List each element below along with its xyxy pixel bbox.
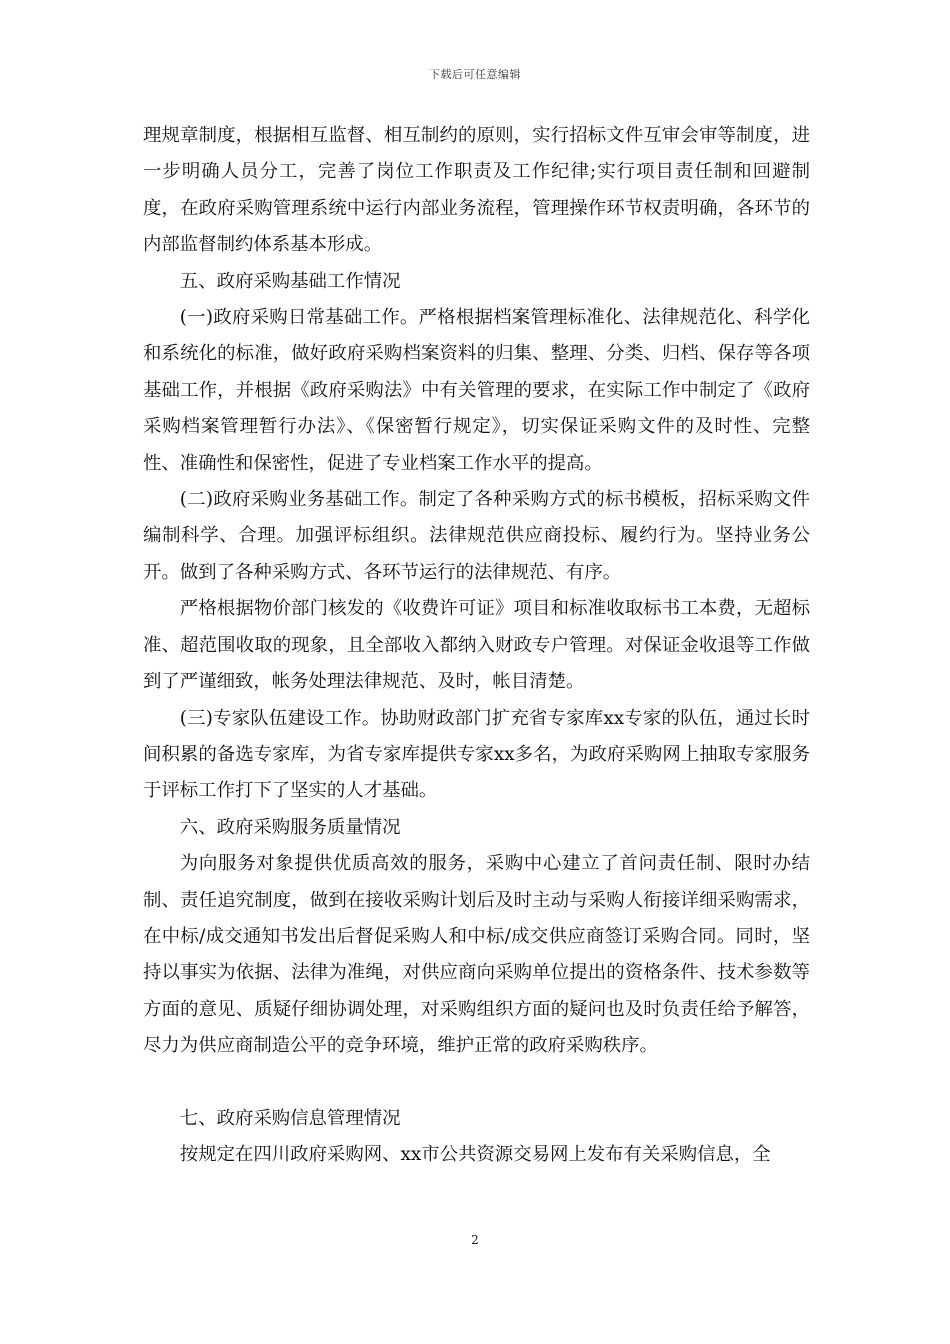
- section-heading-5: 五、政府采购基础工作情况: [179, 270, 401, 292]
- body-paragraph: 严格根据物价部门核发的《收费许可证》项目和标准收取标书工本费，无超标准、超范围收取的现象，且全部收入都纳入财政专户管理。对保证金收退等工作做到了严谨细致，帐务处理法律规范、及时，帐目清楚。: [143, 598, 810, 693]
- body-paragraph: (二)政府采购业务基础工作。制定了各种采购方式的标书模板，招标采购文件编制科学、合理。加强评标组织。法律规范供应商投标、履约行为。坚持业务公开。做到了各种采购方式、各环节运行的法律规范、有序。: [143, 489, 810, 583]
- page-header: 下载后可任意编辑: [429, 68, 521, 81]
- body-paragraph: (三)专家队伍建设工作。协助财政部门扩充省专家库xx专家的队伍，通过长时间积累的备选专家库，为省专家库提供专家xx多名，为政府采购网上抽取专家服务于评标工作打下了坚实的人才基础。: [143, 707, 810, 802]
- section-heading-6: 六、政府采购服务质量情况: [179, 816, 401, 838]
- body-paragraph: (一)政府采购日常基础工作。严格根据档案管理标准化、法律规范化、科学化和系统化的标准，做好政府采购档案资料的归集、整理、分类、归档、保存等各项基础工作，并根据《政府采购法》中有关管理的要求，在实际工作中制定了《政府采购档案管理暂行办法》、《保密暂行规定》，切实保证采购文件的及时性、完整性、准确性和保密性，促进了专业档案工作水平的提高。: [143, 307, 810, 474]
- body-paragraph: 按规定在四川政府采购网、xx市公共资源交易网上发布有关采购信息，全: [179, 1143, 771, 1165]
- paragraph-spacer: [143, 1065, 810, 1101]
- section-heading-7: 七、政府采购信息管理情况: [179, 1107, 401, 1129]
- page-number: 2: [471, 1233, 479, 1247]
- document-body: [143, 118, 810, 1173]
- body-paragraph: 为向服务对象提供优质高效的服务，采购中心建立了首问责任制、限时办结制、责任追究制度，做到在接收采购计划后及时主动与采购人衔接详细采购需求，在中标/成交通知书发出后督促采购人和中标/成交供应商签订采购合同。同时，坚持以事实为依据、法律为准绳，对供应商向采购单位提出的资格条件、技术参数等方面的意见、质疑仔细协调处理，对采购组织方面的疑问也及时负责任给予解答，尽力为供应商制造公平的竞争环境，维护正常的政府采购秩序。: [143, 853, 810, 1057]
- body-paragraph: 理规章制度，根据相互监督、相互制约的原则，实行招标文件互审会审等制度，进一步明确人员分工，完善了岗位工作职责及工作纪律;实行项目责任制和回避制度，在政府采购管理系统中运行内部业务流程，管理操作环节权责明确，各环节的内部监督制约体系基本形成。: [143, 125, 810, 256]
